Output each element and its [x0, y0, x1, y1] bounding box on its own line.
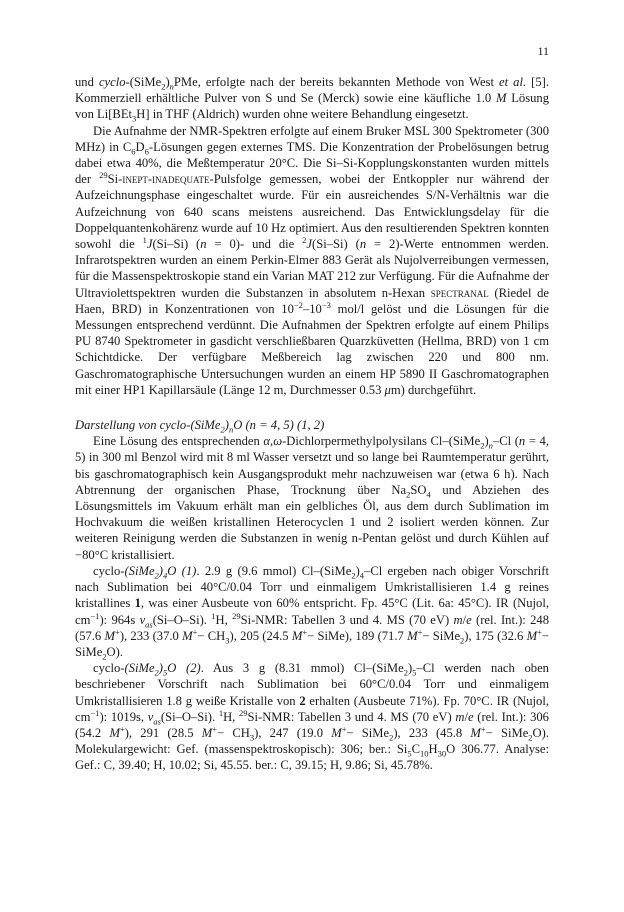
page-number: 11 — [537, 44, 549, 58]
paragraph-spectroscopy: Die Aufnahme der NMR-Spektren erfolgte auf einem Bruker MSL 300 Spektrometer (300 MHz) in $C_6D_6$-Lösungen gegen externes TMS. Die Konzentration der Probelösungen betrug dabei etwa 40%, die Meßtemperatur 20°C. Die Si–Si-Kopplungskonstanten wurden mittels der $^{29}$Si-inept-inadequate-Pulsfolge gemessen, wobei der Entkoppler nur während der Aufzeichnungsphase eingeschaltet wurde. Für ein ausreichendes S/N-Verhältnis war die Aufzeichnung von 640 scans meistens ausreichend. Das Entwicklungsdelay für die Doppelquantenkohärenz wurde auf 10 Hz optimiert. Aus den resultierenden Spektren konnten sowohl die $^1$J(Si–Si) (n = 0)- und die $^2$J(Si–Si) (n = 2)-Werte entnommen werden. Infrarotspektren wurden an einem Perkin-Elmer 883 Gerät als Nujolverreibungen vermessen, für die Massenspektroskopie stand ein Varian MAT 212 zur Verfügung. Für die Aufnahme der Ultraviolettspektren wurden die Substanzen in absolutem n-Hexan spectranal (Riedel de Haen, BRD) in Konzentrationen von $10^{-2}-10^{-3}$ mol/l gelöst und die Lösungen für die Messungen entsprechend verdünnt. Die Aufnahmen der Spektren erfolgte auf einem Philips PU 8740 Spektrometer in gasdicht verschließbaren Quarzküvetten (Hellma, BRD) von 1 cm Schichtdicke. Der verfügbare Meßbereich lag zwischen 220 und 800 nm. Gaschromatographische Untersuchungen wurden an einem HP 5890 II Gaschromatographen mit einer HP1 Kapillarsäule (Länge 12 m, Durchmesser 0.53 μm) durchgeführt. — [75, 123, 549, 397]
paragraph-compound-2: cyclo-$(SiMe_2)_5O$ (2). Aus 3 g (8.31 mmol) $Cl-(SiMe_2)_5-Cl$ werden nach oben beschriebener Vorschrift nach Sublimation bei 60°C/0.04 Torr und einmaligem Umkristallisieren 1.8 g weiße Kristalle von 2 erhalten (Ausbeute 71%). Fp. 70°C. IR (Nujol, $cm^{-1}$): 1019s, $\nu_{as}(Si-O-Si)$. $^1$H, $^{29}$Si-NMR: Tabellen 3 und 4. MS (70 eV) m/e (rel. Int.): 306 (54.2 M+), 291 (28.5 $M^+- CH_3$), 247 (19.0 M+− SiMe$_2$), 233 (45.8 M+− SiMe$_2$O). Molekulargewicht: Gef. (massenspektroskopisch): 306; ber.: $Si_5C_{10}H_{30}O$ 306.77. Analyse: Gef.: C, 39.40; H, 10.02; Si, 45.55. ber.: C, 39.15; H, 9.86; Si, 45.78%. — [75, 661, 549, 773]
page-body — [75, 74, 549, 774]
section-heading: Darstellung von cyclo-$(SiMe_2)_nO$ (n = 4, 5) (1, 2) — [75, 418, 325, 435]
paragraph-intro: und cyclo-$(SiMe_2)_nPMe$, erfolgte nach der bereits bekannten Methode von West et al. [5]. Kommerziell erhältliche Pulver von S und Se (Merck) sowie eine käufliche 1.0 M Lösung von Li[BEt$_3$H] in THF (Aldrich) wurden ohne weitere Behandlung eingesetzt. — [75, 75, 549, 124]
paragraph-general-procedure: Eine Lösung des entsprechenden α,ω-Dichlorpermethylpolysilans $Cl-(SiMe_2)_n-Cl$ (n = 4, 5) in 300 ml Benzol wird mit 8 ml Wasser versetzt und so lange bei Raumtemperatur gerührt, bis gaschromatographisch kein Ausgangsprodukt mehr nachzuweisen war (etwa 6 h). Nach Abtrennung der organischen Phase, Trocknung über $Na_2SO_4$ und Abziehen des Lösungsmittels im Vakuum erhält man ein gelbliches Öl, aus dem durch Sublimation im Hochvakuum die weißen kristallinen Heterocyclen 1 und 2 isoliert werden können. Zur weiteren Reinigung werden die Substanzen in wenig n-Pentan gelöst und durch Kühlen auf −80°C kristallisiert. — [75, 434, 549, 562]
paragraph-compound-1: cyclo-$(SiMe_2)_4O$ (1). 2.9 g (9.6 mmol) $Cl-(SiMe_2)_4-Cl$ ergeben nach obiger Vorschrift nach Sublimation bei 40°C/0.04 Torr und einmaligem Umkristallisieren 1.4 g reines kristallines 1, was einer Ausbeute von 60% entspricht. Fp. 45°C (Lit. 6a: 45°C). IR (Nujol, $cm^{-1}$): 964s $\nu_{as}(Si-O-Si)$. $^1$H, $^{29}$Si-NMR: Tabellen 3 und 4. MS (70 eV) m/e (rel. Int.): 248 (57.6 M+), 233 (37.0 $M^+- CH_3$), 205 (24.5 M+− SiMe), 189 (71.7 M+− SiMe$_2$), 175 (32.6 M+− SiMe$_2$O). — [75, 563, 549, 662]
